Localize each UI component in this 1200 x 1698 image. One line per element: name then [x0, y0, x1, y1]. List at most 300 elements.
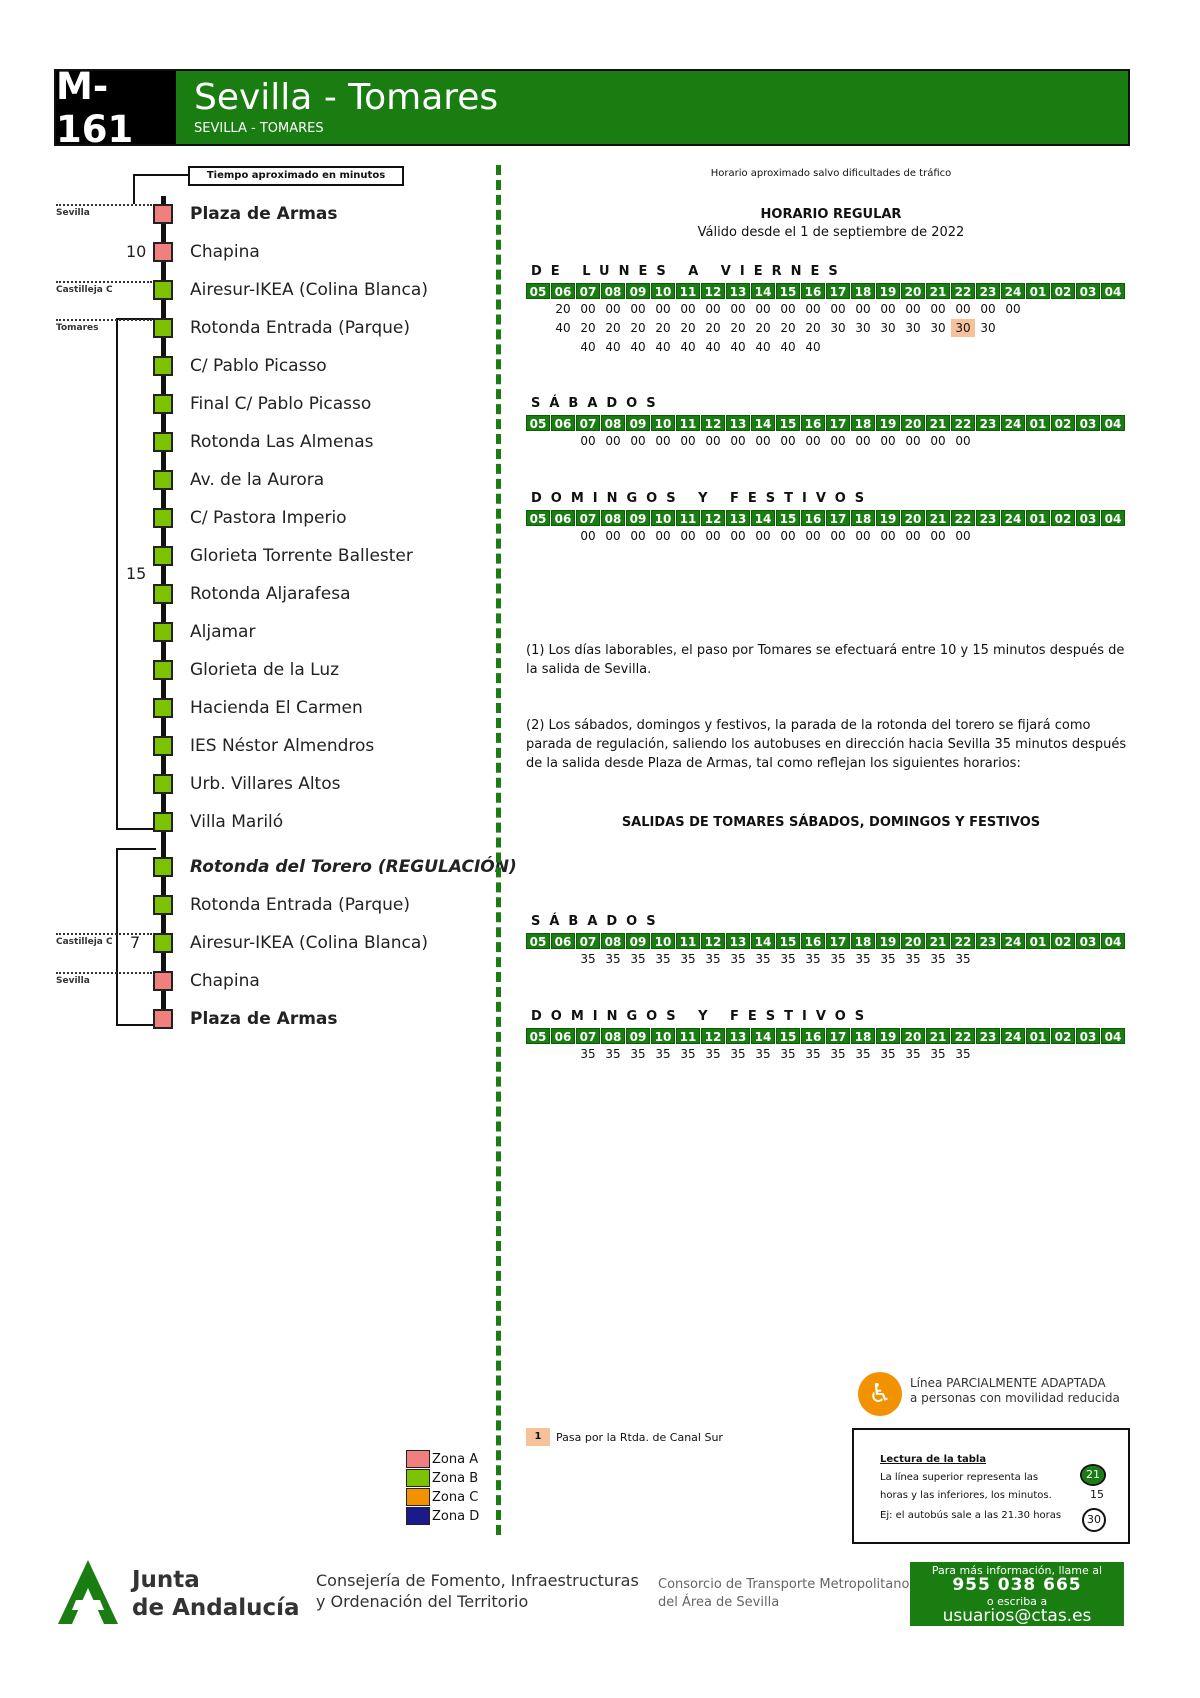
stop-label: Glorieta Torrente Ballester: [190, 546, 413, 566]
minute-cell: 35: [955, 1047, 971, 1061]
hour-cell: 18: [851, 1028, 875, 1044]
minute-cell: [1101, 432, 1125, 450]
minute-cell: 30: [905, 321, 921, 335]
minute-cell: 30: [830, 321, 846, 335]
stop-marker: [153, 356, 173, 376]
minute-cell: [1026, 319, 1050, 337]
stop-label: Chapina: [190, 242, 260, 262]
zone-tag: Sevilla: [56, 208, 90, 218]
junta-logo-icon: [58, 1560, 118, 1624]
minute-cell: [526, 950, 550, 968]
minute-cell: 35: [730, 1047, 746, 1061]
hour-cell: 09: [626, 283, 650, 299]
stop-marker: [153, 204, 173, 224]
route-subtitle: SEVILLA - TOMARES: [194, 121, 324, 136]
hour-cell: 23: [976, 933, 1000, 949]
hour-cell: 16: [801, 283, 825, 299]
stop-marker: [153, 508, 173, 528]
stop-marker: [153, 812, 173, 832]
zone-separator: [56, 281, 152, 283]
hour-cell: 23: [976, 415, 1000, 431]
hour-cell: 15: [776, 415, 800, 431]
hour-cell: 01: [1026, 283, 1050, 299]
minute-cell: 00: [905, 529, 921, 543]
contact-phone[interactable]: 955 038 665: [952, 1575, 1082, 1595]
stop-label: Glorieta de la Luz: [190, 660, 340, 680]
minute-cell: [826, 338, 850, 356]
hour-cell: 07: [576, 933, 600, 949]
minute-cell: 00: [730, 434, 746, 448]
hour-cell: 19: [876, 1028, 900, 1044]
hour-cell: 03: [1076, 415, 1100, 431]
note-1: (1) Los días laborables, el paso por Tomares se efectuará entre 10 y 15 minutos después de la salida de Sevilla.: [526, 643, 1125, 677]
minute-cell: [1051, 950, 1075, 968]
minute-cell: [926, 338, 950, 356]
stop-label: Rotonda Entrada (Parque): [190, 318, 410, 338]
traffic-note: Horario aproximado salvo dificultades de tráfico: [710, 168, 952, 179]
hour-cell: 10: [651, 933, 675, 949]
minute-cell: [551, 950, 575, 968]
contact-line-2: o escriba a: [986, 1595, 1048, 1608]
canal-sur-swatch: 1: [526, 1428, 550, 1446]
stop-label: Rotonda Aljarafesa: [190, 584, 351, 604]
minute-cell: 00: [630, 529, 646, 543]
hour-cell: 05: [526, 510, 550, 526]
minute-cell: 20: [555, 302, 571, 316]
hour-cell: 06: [551, 415, 575, 431]
stop-marker: [153, 622, 173, 642]
minute-cell: [526, 300, 550, 318]
minute-cell: 20: [605, 321, 621, 335]
hour-cell: 19: [876, 283, 900, 299]
reading-title: Lectura de la tabla: [880, 1454, 987, 1465]
hour-cell: 19: [876, 933, 900, 949]
contact-box: [910, 1562, 1124, 1626]
stop-label: Villa Mariló: [190, 812, 284, 832]
minute-cell: [1026, 300, 1050, 318]
minute-cell: [976, 1045, 1000, 1063]
zone-label: Zona C: [432, 1489, 479, 1505]
hour-cell: 08: [601, 933, 625, 949]
zone-separator: [56, 972, 152, 974]
minute-cell: 20: [730, 321, 746, 335]
minute-cell: 00: [955, 302, 971, 316]
minute-cell: [1076, 338, 1100, 356]
stop-label: Urb. Villares Altos: [190, 774, 341, 794]
minute-cell: 30: [951, 319, 975, 337]
minute-cell: 00: [780, 434, 796, 448]
hour-cell: 16: [801, 1028, 825, 1044]
stop-marker: [153, 546, 173, 566]
minute-cell: 35: [830, 1047, 846, 1061]
hour-cell: 15: [776, 1028, 800, 1044]
minute-cell: 30: [880, 321, 896, 335]
route-title: Sevilla - Tomares: [194, 77, 499, 118]
hour-cell: 04: [1101, 933, 1125, 949]
minute-cell: 35: [705, 1047, 721, 1061]
minute-cell: 00: [1005, 302, 1021, 316]
hour-cell: 07: [576, 415, 600, 431]
travel-minutes: 10: [126, 242, 147, 261]
hour-cell: 15: [776, 510, 800, 526]
minute-cell: 00: [605, 529, 621, 543]
junta-line-2: de Andalucía: [132, 1595, 300, 1621]
stop-label: Plaza de Armas: [190, 1009, 338, 1029]
minute-cell: 00: [705, 302, 721, 316]
minute-cell: 30: [980, 321, 996, 335]
tomares-title: SALIDAS DE TOMARES SÁBADOS, DOMINGOS Y FESTIVOS: [621, 815, 1041, 830]
stop-label: Plaza de Armas: [190, 204, 338, 224]
minute-cell: [1026, 432, 1050, 450]
zone-tag: Castilleja C: [56, 285, 113, 295]
hour-cell: 24: [1001, 510, 1025, 526]
reading-hour-example: 21: [1082, 1466, 1104, 1484]
minute-cell: [976, 432, 1000, 450]
hour-cell: 10: [651, 415, 675, 431]
section-title-tomares_saturdays: SÁBADOS: [531, 914, 665, 929]
hour-cell: 18: [851, 415, 875, 431]
minute-cell: [526, 527, 550, 545]
hour-cell: 03: [1076, 510, 1100, 526]
hour-cell: 05: [526, 1028, 550, 1044]
minute-cell: 00: [855, 529, 871, 543]
stop-marker: [153, 857, 173, 877]
consorcio-line-1: Consorcio de Transporte Metropolitano: [658, 1577, 910, 1592]
minute-cell: [1076, 1045, 1100, 1063]
minute-cell: 20: [780, 321, 796, 335]
minute-cell: 35: [630, 1047, 646, 1061]
minute-cell: 00: [655, 302, 671, 316]
minute-cell: [1026, 1045, 1050, 1063]
minute-cell: [1076, 319, 1100, 337]
minute-cell: 35: [880, 952, 896, 966]
minute-cell: 00: [880, 529, 896, 543]
reading-line-3: Ej: el autobús sale a las 21.30 horas: [880, 1510, 1062, 1521]
hour-cell: 23: [976, 283, 1000, 299]
column-divider: [496, 165, 501, 1535]
minute-cell: 00: [930, 302, 946, 316]
minute-row: [526, 527, 1125, 545]
minute-cell: 00: [580, 302, 596, 316]
stop-marker: [153, 971, 173, 991]
hour-cell: 13: [726, 933, 750, 949]
minute-row: [526, 338, 1125, 356]
minute-cell: [526, 319, 550, 337]
contact-line-1: Para más información, llame al: [931, 1564, 1103, 1577]
bracket-line: [116, 848, 118, 1026]
minute-cell: [876, 338, 900, 356]
hour-cell: 21: [926, 415, 950, 431]
zone-separator: [56, 204, 152, 206]
minute-cell: 35: [955, 952, 971, 966]
minute-cell: 35: [705, 952, 721, 966]
hour-cell: 03: [1076, 1028, 1100, 1044]
minute-row: [526, 1045, 1125, 1063]
hour-cell: 03: [1076, 933, 1100, 949]
hour-cell: 07: [576, 1028, 600, 1044]
zone-swatch: [406, 1469, 430, 1487]
zone-label: Zona D: [432, 1508, 480, 1524]
stop-marker: [153, 774, 173, 794]
stop-marker: [153, 736, 173, 756]
minute-cell: 35: [580, 1047, 596, 1061]
minute-cell: [1076, 300, 1100, 318]
minute-cell: 00: [730, 302, 746, 316]
hour-cell: 18: [851, 283, 875, 299]
section-title-saturdays: SÁBADOS: [531, 396, 665, 411]
minute-cell: 00: [955, 529, 971, 543]
zone-legend-item: [406, 1488, 478, 1506]
reading-minute-example-2: 30: [1082, 1508, 1106, 1532]
reading-minute-example-1: 15: [1090, 1488, 1104, 1501]
hour-cell: 23: [976, 510, 1000, 526]
hour-cell: 11: [676, 933, 700, 949]
hour-cell: 15: [776, 283, 800, 299]
stop-label: Hacienda El Carmen: [190, 698, 363, 718]
hour-cell: 19: [876, 510, 900, 526]
hour-cell: 09: [626, 415, 650, 431]
hour-cell: 18: [851, 933, 875, 949]
valid-from: Válido desde el 1 de septiembre de 2022: [697, 225, 965, 240]
stop-marker: [153, 470, 173, 490]
contact-email[interactable]: usuarios@ctas.es: [942, 1606, 1092, 1626]
stop-label: Final C/ Pablo Picasso: [190, 394, 372, 414]
hour-cell: 12: [701, 933, 725, 949]
hour-cell: 03: [1076, 283, 1100, 299]
hour-cell: 04: [1101, 1028, 1125, 1044]
minute-cell: 00: [855, 302, 871, 316]
minute-cell: [1026, 950, 1050, 968]
minute-cell: 35: [605, 952, 621, 966]
minute-cell: [1101, 1045, 1125, 1063]
hour-cell: 10: [651, 283, 675, 299]
minute-cell: 35: [780, 952, 796, 966]
minute-cell: 00: [880, 302, 896, 316]
stop-label: Chapina: [190, 971, 260, 991]
hour-cell: 06: [551, 1028, 575, 1044]
hour-cell: 13: [726, 1028, 750, 1044]
minute-cell: 00: [655, 529, 671, 543]
minute-cell: 40: [805, 340, 821, 354]
minute-cell: 35: [605, 1047, 621, 1061]
minute-cell: 35: [930, 952, 946, 966]
minute-cell: 35: [630, 952, 646, 966]
hour-cell: 16: [801, 933, 825, 949]
stop-marker: [153, 432, 173, 452]
minute-cell: [1051, 527, 1075, 545]
hour-cell: 09: [626, 1028, 650, 1044]
minute-cell: [1076, 950, 1100, 968]
bracket-line: [133, 174, 189, 176]
hour-cell: 20: [901, 510, 925, 526]
hour-cell: 04: [1101, 415, 1125, 431]
adapted-line-1: Línea PARCIALMENTE ADAPTADA: [910, 1376, 1106, 1390]
hour-cell: 08: [601, 1028, 625, 1044]
minute-cell: 00: [830, 302, 846, 316]
wheelchair-icon: ♿: [858, 1372, 902, 1416]
minute-cell: [1101, 950, 1125, 968]
minute-cell: 40: [755, 340, 771, 354]
adapted-line-2: a personas con movilidad reducida: [910, 1391, 1120, 1405]
stop-label: Airesur-IKEA (Colina Blanca): [190, 280, 428, 300]
zone-swatch: [406, 1450, 430, 1468]
minute-cell: 30: [855, 321, 871, 335]
minute-cell: 00: [755, 529, 771, 543]
minute-cell: 00: [580, 529, 596, 543]
consejeria-line-1: Consejería de Fomento, Infraestructuras: [316, 1571, 639, 1590]
hour-cell: 14: [751, 1028, 775, 1044]
bracket-line: [116, 318, 118, 830]
stop-label: Aljamar: [190, 622, 256, 642]
hour-cell: 19: [876, 415, 900, 431]
minute-cell: [1001, 1045, 1025, 1063]
minute-cell: [1051, 300, 1075, 318]
minute-cell: 40: [705, 340, 721, 354]
hour-cell: 01: [1026, 510, 1050, 526]
time-note-box: Tiempo aproximado en minutos: [188, 166, 404, 186]
minute-cell: [1076, 527, 1100, 545]
hour-cell: 11: [676, 415, 700, 431]
minute-cell: 35: [655, 1047, 671, 1061]
hour-cell: 14: [751, 283, 775, 299]
minute-cell: 40: [630, 340, 646, 354]
minute-cell: 20: [805, 321, 821, 335]
hour-cell: 05: [526, 933, 550, 949]
hour-cell: 21: [926, 1028, 950, 1044]
minute-cell: 00: [730, 529, 746, 543]
stop-marker: [153, 660, 173, 680]
minute-cell: 00: [755, 434, 771, 448]
stop-label: Rotonda Las Almenas: [190, 432, 374, 452]
minute-cell: 00: [805, 302, 821, 316]
minute-cell: 35: [855, 1047, 871, 1061]
stop-label: C/ Pastora Imperio: [190, 508, 347, 528]
consejeria-line-2: y Ordenación del Territorio: [316, 1592, 529, 1611]
minute-cell: 00: [930, 434, 946, 448]
hour-cell: 17: [826, 1028, 850, 1044]
minute-cell: 00: [905, 302, 921, 316]
hour-cell: 01: [1026, 933, 1050, 949]
hour-cell: 20: [901, 1028, 925, 1044]
minute-cell: 35: [655, 952, 671, 966]
minute-cell: 35: [930, 1047, 946, 1061]
hour-cell: 02: [1051, 283, 1075, 299]
zone-swatch: [406, 1507, 430, 1525]
minute-cell: 00: [580, 434, 596, 448]
hour-cell: 06: [551, 283, 575, 299]
zone-label: Zona A: [432, 1451, 479, 1467]
minute-cell: 40: [655, 340, 671, 354]
minute-cell: 00: [855, 434, 871, 448]
hour-row: [526, 1028, 1125, 1044]
minute-cell: [1051, 338, 1075, 356]
canal-sur-legend: [526, 1428, 723, 1446]
zone-legend-item: [406, 1469, 478, 1487]
minute-cell: 40: [680, 340, 696, 354]
regular-title: HORARIO REGULAR: [760, 207, 902, 222]
minute-cell: 40: [780, 340, 796, 354]
minute-cell: 35: [730, 952, 746, 966]
stop-label: Rotonda Entrada (Parque): [190, 895, 410, 915]
minute-cell: 35: [580, 952, 596, 966]
minute-cell: [551, 338, 575, 356]
hour-row: [526, 415, 1125, 431]
minute-cell: [1101, 319, 1125, 337]
minute-cell: [1001, 527, 1025, 545]
hour-cell: 24: [1001, 283, 1025, 299]
hour-cell: 02: [1051, 415, 1075, 431]
consorcio-line-2: del Área de Sevilla: [658, 1595, 780, 1610]
hour-cell: 24: [1001, 933, 1025, 949]
hour-cell: 13: [726, 510, 750, 526]
hour-cell: 22: [951, 283, 975, 299]
minute-cell: 00: [780, 302, 796, 316]
stop-label: Airesur-IKEA (Colina Blanca): [190, 933, 428, 953]
minute-cell: [1101, 338, 1125, 356]
bracket-line: [133, 174, 135, 204]
zone-tag: Sevilla: [56, 976, 90, 986]
minute-cell: 00: [605, 302, 621, 316]
hour-cell: 23: [976, 1028, 1000, 1044]
minute-cell: 00: [805, 529, 821, 543]
minute-cell: 35: [880, 1047, 896, 1061]
minute-cell: 35: [755, 952, 771, 966]
minute-cell: [1051, 432, 1075, 450]
hour-cell: 13: [726, 415, 750, 431]
section-title-sundays: DOMINGOS Y FESTIVOS: [531, 491, 874, 506]
minute-cell: [1001, 432, 1025, 450]
minute-cell: 40: [555, 321, 571, 335]
hour-cell: 04: [1101, 283, 1125, 299]
bracket-line: [116, 828, 156, 830]
note-2: (2) Los sábados, domingos y festivos, la parada de la rotonda del torero se fijará como parada de regulación, saliendo los autobuses en dirección hacia Sevilla 35 minutos después de la salida desde Plaza de Armas, tal como reflejan los siguientes horarios:: [526, 718, 1127, 771]
minute-cell: [1051, 319, 1075, 337]
bracket-line: [116, 848, 156, 850]
hour-cell: 12: [701, 415, 725, 431]
minute-cell: [551, 527, 575, 545]
hour-cell: 05: [526, 415, 550, 431]
hour-cell: 07: [576, 283, 600, 299]
reading-line-1: La línea superior representa las: [880, 1472, 1039, 1483]
minute-cell: [1051, 1045, 1075, 1063]
minute-cell: [1001, 950, 1025, 968]
minute-cell: [1076, 432, 1100, 450]
travel-minutes: 15: [126, 564, 147, 583]
minute-cell: [1001, 338, 1025, 356]
minute-cell: 00: [680, 529, 696, 543]
minute-cell: 00: [780, 529, 796, 543]
table-reading-box: [852, 1428, 1130, 1544]
minute-cell: [1101, 300, 1125, 318]
section-title-tomares_sundays: DOMINGOS Y FESTIVOS: [531, 1009, 874, 1024]
zone-tag: Tomares: [56, 323, 99, 333]
hour-cell: 07: [576, 510, 600, 526]
minute-cell: 00: [905, 434, 921, 448]
minute-cell: [1101, 527, 1125, 545]
minute-cell: 20: [580, 321, 596, 335]
hour-cell: 22: [951, 1028, 975, 1044]
hour-cell: 02: [1051, 933, 1075, 949]
hour-row: [526, 283, 1125, 299]
minute-cell: 35: [855, 952, 871, 966]
hour-cell: 01: [1026, 415, 1050, 431]
hour-cell: 22: [951, 933, 975, 949]
minute-cell: 40: [580, 340, 596, 354]
minute-cell: 00: [930, 529, 946, 543]
route-header: [54, 64, 1130, 151]
minute-cell: 00: [705, 434, 721, 448]
hour-cell: 08: [601, 283, 625, 299]
